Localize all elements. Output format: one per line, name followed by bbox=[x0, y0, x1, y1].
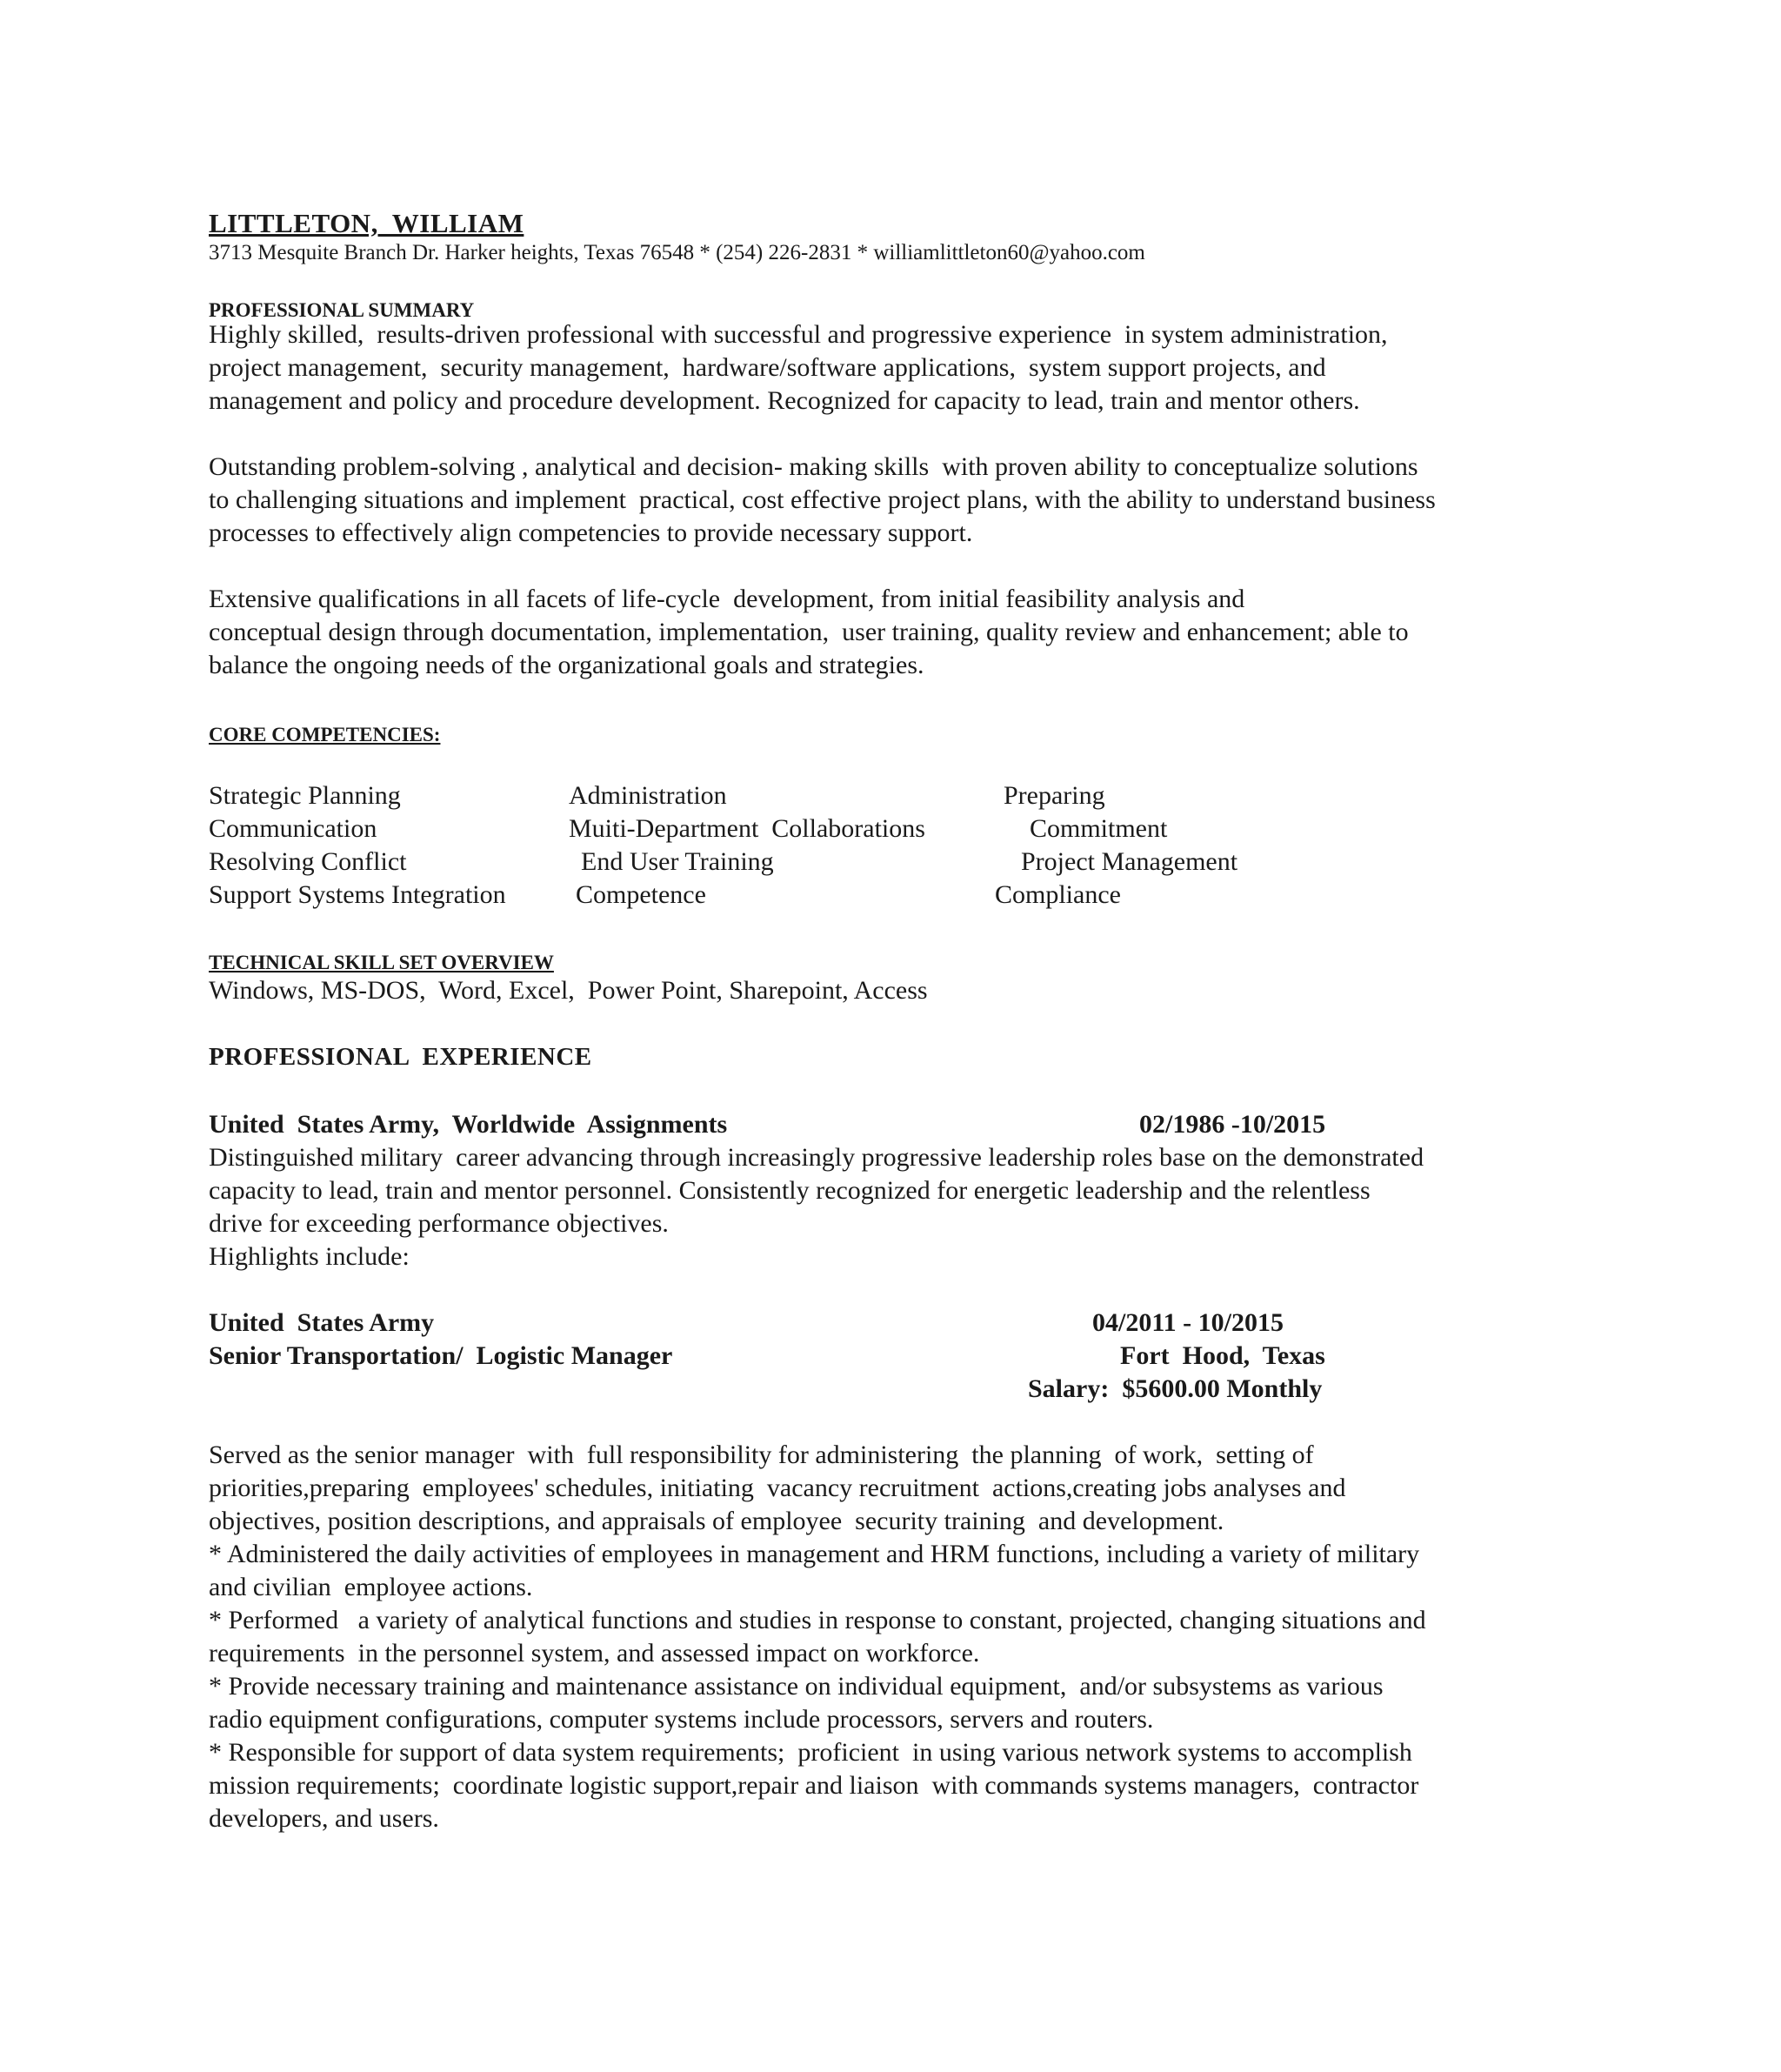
summary-p2-line: Outstanding problem-solving , analytical and decision- making skills with proven ability to conceptualize solutions bbox=[209, 452, 1418, 481]
job-desc-line: objectives, position descriptions, and appraisals of employee security training and development. bbox=[209, 1507, 1224, 1535]
experience-desc-line: drive for exceeding performance objectives. bbox=[209, 1209, 669, 1238]
contact-info: 3713 Mesquite Branch Dr. Harker heights, Texas 76548 * (254) 226-2831 * williamlittleton60@yahoo.com bbox=[209, 241, 1145, 264]
job-title: Senior Transportation/ Logistic Manager bbox=[209, 1341, 673, 1370]
competency-item: Compliance bbox=[995, 880, 1121, 909]
competency-item: Project Management bbox=[1021, 847, 1238, 876]
competency-item: End User Training bbox=[581, 847, 774, 876]
summary-p1-line: project management, security management, hardware/software applications, system support projects, and bbox=[209, 353, 1326, 382]
job-desc-line: radio equipment configurations, computer systems include processors, servers and routers. bbox=[209, 1705, 1154, 1734]
summary-p1-line: management and policy and procedure development. Recognized for capacity to lead, train and mentor others. bbox=[209, 386, 1360, 415]
summary-p3-line: Extensive qualifications in all facets of life-cycle development, from initial feasibility analysis and bbox=[209, 585, 1245, 613]
job-desc-line: Served as the senior manager with full responsibility for administering the planning of work, setting of bbox=[209, 1440, 1314, 1469]
experience-organization: United States Army, Worldwide Assignments bbox=[209, 1110, 728, 1139]
summary-p3-line: balance the ongoing needs of the organizational goals and strategies. bbox=[209, 651, 924, 679]
job-dates: 04/2011 - 10/2015 bbox=[1092, 1308, 1284, 1337]
candidate-name: LITTLETON, WILLIAM bbox=[209, 208, 524, 238]
job-desc-line: and civilian employee actions. bbox=[209, 1573, 533, 1601]
competency-item: Strategic Planning bbox=[209, 781, 401, 810]
competency-item: Support Systems Integration bbox=[209, 880, 506, 909]
summary-p3-line: conceptual design through documentation, implementation, user training, quality review and enhancement; able to bbox=[209, 618, 1409, 646]
experience-desc-line: Distinguished military career advancing through increasingly progressive leadership roles base on the demonstrated bbox=[209, 1143, 1424, 1172]
professional-summary-heading: PROFESSIONAL SUMMARY bbox=[209, 299, 475, 321]
job-location: Fort Hood, Texas bbox=[1120, 1341, 1325, 1370]
summary-p1-line: Highly skilled, results-driven professional with successful and progressive experience in system administration, bbox=[209, 320, 1388, 349]
job-desc-line: * Responsible for support of data system requirements; proficient in using various network systems to accomplish bbox=[209, 1738, 1412, 1767]
competency-item: Administration bbox=[569, 781, 727, 810]
job-desc-line: priorities,preparing employees' schedules, initiating vacancy recruitment actions,creating jobs analyses and bbox=[209, 1474, 1346, 1502]
experience-desc-line: capacity to lead, train and mentor personnel. Consistently recognized for energetic leadership and the relentless bbox=[209, 1176, 1371, 1205]
experience-dates: 02/1986 -10/2015 bbox=[1139, 1110, 1326, 1139]
professional-experience-heading: PROFESSIONAL EXPERIENCE bbox=[209, 1043, 592, 1071]
competency-item: Communication bbox=[209, 814, 377, 843]
competency-item: Competence bbox=[576, 880, 706, 909]
competency-item: Muiti-Department Collaborations bbox=[569, 814, 925, 843]
job-desc-line: * Provide necessary training and maintenance assistance on individual equipment, and/or subsystems as various bbox=[209, 1672, 1384, 1701]
job-desc-line: requirements in the personnel system, and assessed impact on workforce. bbox=[209, 1639, 980, 1668]
job-desc-line: * Administered the daily activities of employees in management and HRM functions, including a variety of military bbox=[209, 1540, 1420, 1568]
job-desc-line: * Performed a variety of analytical functions and studies in response to constant, projected, changing situations and bbox=[209, 1606, 1426, 1634]
job-desc-line: mission requirements; coordinate logistic support,repair and liaison with commands systems managers, contractor bbox=[209, 1771, 1419, 1800]
competency-item: Commitment bbox=[1030, 814, 1168, 843]
competency-item: Resolving Conflict bbox=[209, 847, 407, 876]
technical-skills-heading: TECHNICAL SKILL SET OVERVIEW bbox=[209, 952, 554, 973]
summary-p2-line: to challenging situations and implement practical, cost effective project plans, with the ability to understand business bbox=[209, 485, 1436, 514]
competency-item: Preparing bbox=[1004, 781, 1105, 810]
technical-skills-list: Windows, MS-DOS, Word, Excel, Power Point, Sharepoint, Access bbox=[209, 976, 928, 1005]
job-salary: Salary: $5600.00 Monthly bbox=[1028, 1374, 1323, 1403]
job-desc-line: developers, and users. bbox=[209, 1804, 439, 1833]
job-organization: United States Army bbox=[209, 1308, 435, 1337]
summary-p2-line: processes to effectively align competencies to provide necessary support. bbox=[209, 518, 973, 547]
core-competencies-heading: CORE COMPETENCIES: bbox=[209, 724, 441, 745]
highlights-label: Highlights include: bbox=[209, 1242, 410, 1271]
